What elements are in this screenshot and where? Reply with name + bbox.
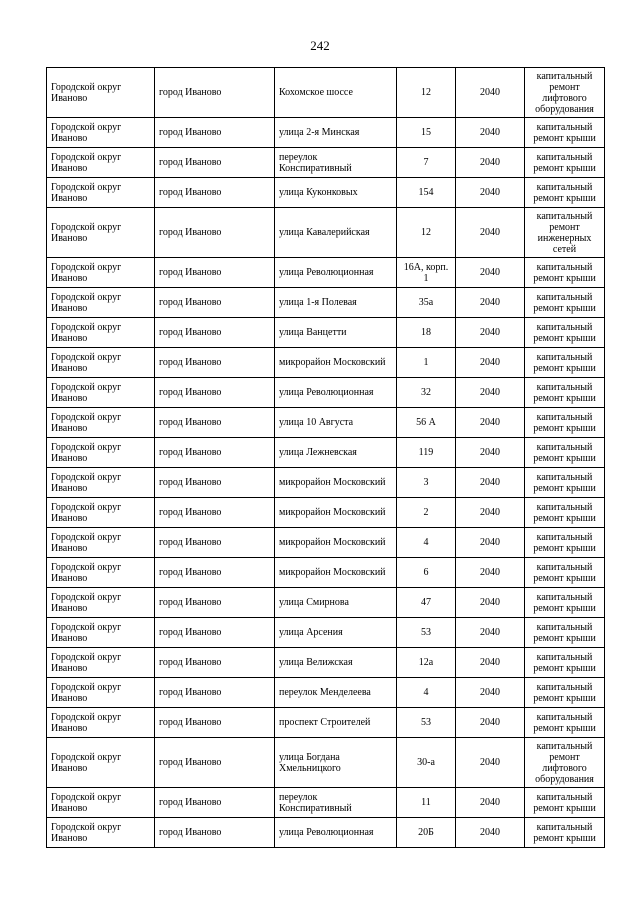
municipality-cell: Городской округ Иваново bbox=[47, 288, 155, 318]
year-cell: 2040 bbox=[456, 378, 525, 408]
municipality-cell: Городской округ Иваново bbox=[47, 378, 155, 408]
settlement-cell: город Иваново bbox=[155, 498, 275, 528]
table-row bbox=[47, 738, 605, 788]
year-cell: 2040 bbox=[456, 788, 525, 818]
house-number-cell: 4 bbox=[397, 678, 456, 708]
house-number-cell: 47 bbox=[397, 588, 456, 618]
table-row bbox=[47, 118, 605, 148]
house-number-cell: 30-а bbox=[397, 738, 456, 788]
municipality-cell: Городской округ Иваново bbox=[47, 708, 155, 738]
house-number-cell: 18 bbox=[397, 318, 456, 348]
work-type-cell: капитальный ремонт крыши bbox=[525, 408, 605, 438]
municipality-cell: Городской округ Иваново bbox=[47, 468, 155, 498]
street-cell: микрорайон Московский bbox=[275, 498, 397, 528]
municipality-cell: Городской округ Иваново bbox=[47, 558, 155, 588]
table-row bbox=[47, 258, 605, 288]
settlement-cell: город Иваново bbox=[155, 148, 275, 178]
table-row bbox=[47, 468, 605, 498]
table-row bbox=[47, 438, 605, 468]
street-cell: улица Арсения bbox=[275, 618, 397, 648]
municipality-cell: Городской округ Иваново bbox=[47, 678, 155, 708]
page-number: 242 bbox=[310, 38, 330, 53]
settlement-cell: город Иваново bbox=[155, 678, 275, 708]
work-type-cell: капитальный ремонт лифтового оборудования bbox=[525, 738, 605, 788]
year-cell: 2040 bbox=[456, 558, 525, 588]
year-cell: 2040 bbox=[456, 68, 525, 118]
year-cell: 2040 bbox=[456, 618, 525, 648]
street-cell: улица 1-я Полевая bbox=[275, 288, 397, 318]
settlement-cell: город Иваново bbox=[155, 558, 275, 588]
table-row bbox=[47, 618, 605, 648]
table-row bbox=[47, 498, 605, 528]
work-type-cell: капитальный ремонт крыши bbox=[525, 348, 605, 378]
work-type-cell: капитальный ремонт крыши bbox=[525, 818, 605, 848]
work-type-cell: капитальный ремонт крыши bbox=[525, 178, 605, 208]
work-type-cell: капитальный ремонт крыши bbox=[525, 498, 605, 528]
street-cell: улица Кавалерийская bbox=[275, 208, 397, 258]
work-type-cell: капитальный ремонт крыши bbox=[525, 618, 605, 648]
street-cell: улица 2-я Минская bbox=[275, 118, 397, 148]
settlement-cell: город Иваново bbox=[155, 588, 275, 618]
street-cell: улица Революционная bbox=[275, 818, 397, 848]
street-cell: микрорайон Московский bbox=[275, 528, 397, 558]
year-cell: 2040 bbox=[456, 408, 525, 438]
house-number-cell: 2 bbox=[397, 498, 456, 528]
settlement-cell: город Иваново bbox=[155, 178, 275, 208]
street-cell: улица Велижская bbox=[275, 648, 397, 678]
work-type-cell: капитальный ремонт крыши bbox=[525, 288, 605, 318]
house-number-cell: 20Б bbox=[397, 818, 456, 848]
municipality-cell: Городской округ Иваново bbox=[47, 438, 155, 468]
work-type-cell: капитальный ремонт инженерных сетей bbox=[525, 208, 605, 258]
house-number-cell: 15 bbox=[397, 118, 456, 148]
street-cell: проспект Строителей bbox=[275, 708, 397, 738]
house-number-cell: 119 bbox=[397, 438, 456, 468]
street-cell: улица Революционная bbox=[275, 378, 397, 408]
work-type-cell: капитальный ремонт крыши bbox=[525, 148, 605, 178]
year-cell: 2040 bbox=[456, 528, 525, 558]
municipality-cell: Городской округ Иваново bbox=[47, 208, 155, 258]
municipality-cell: Городской округ Иваново bbox=[47, 258, 155, 288]
house-number-cell: 1 bbox=[397, 348, 456, 378]
street-cell: микрорайон Московский bbox=[275, 348, 397, 378]
year-cell: 2040 bbox=[456, 498, 525, 528]
year-cell: 2040 bbox=[456, 738, 525, 788]
year-cell: 2040 bbox=[456, 818, 525, 848]
street-cell: улица Революционная bbox=[275, 258, 397, 288]
settlement-cell: город Иваново bbox=[155, 618, 275, 648]
table-row bbox=[47, 288, 605, 318]
street-cell: улица Смирнова bbox=[275, 588, 397, 618]
street-cell: улица Куконковых bbox=[275, 178, 397, 208]
settlement-cell: город Иваново bbox=[155, 258, 275, 288]
settlement-cell: город Иваново bbox=[155, 818, 275, 848]
work-type-cell: капитальный ремонт крыши bbox=[525, 588, 605, 618]
work-type-cell: капитальный ремонт крыши bbox=[525, 558, 605, 588]
settlement-cell: город Иваново bbox=[155, 378, 275, 408]
municipality-cell: Городской округ Иваново bbox=[47, 318, 155, 348]
street-cell: переулок Менделеева bbox=[275, 678, 397, 708]
street-cell: Кохомское шоссе bbox=[275, 68, 397, 118]
table-row bbox=[47, 178, 605, 208]
municipality-cell: Городской округ Иваново bbox=[47, 788, 155, 818]
year-cell: 2040 bbox=[456, 708, 525, 738]
house-number-cell: 32 bbox=[397, 378, 456, 408]
municipality-cell: Городской округ Иваново bbox=[47, 148, 155, 178]
year-cell: 2040 bbox=[456, 648, 525, 678]
table-row bbox=[47, 678, 605, 708]
settlement-cell: город Иваново bbox=[155, 708, 275, 738]
settlement-cell: город Иваново bbox=[155, 68, 275, 118]
municipality-cell: Городской округ Иваново bbox=[47, 348, 155, 378]
work-type-cell: капитальный ремонт крыши bbox=[525, 258, 605, 288]
house-number-cell: 35а bbox=[397, 288, 456, 318]
table-row bbox=[47, 318, 605, 348]
year-cell: 2040 bbox=[456, 588, 525, 618]
municipality-cell: Городской округ Иваново bbox=[47, 648, 155, 678]
house-number-cell: 3 bbox=[397, 468, 456, 498]
settlement-cell: город Иваново bbox=[155, 408, 275, 438]
year-cell: 2040 bbox=[456, 678, 525, 708]
municipality-cell: Городской округ Иваново bbox=[47, 178, 155, 208]
house-number-cell: 6 bbox=[397, 558, 456, 588]
municipality-cell: Городской округ Иваново bbox=[47, 498, 155, 528]
table-row bbox=[47, 68, 605, 118]
table-row bbox=[47, 408, 605, 438]
repair-schedule-table bbox=[46, 67, 605, 848]
table-row bbox=[47, 818, 605, 848]
year-cell: 2040 bbox=[456, 178, 525, 208]
settlement-cell: город Иваново bbox=[155, 118, 275, 148]
work-type-cell: капитальный ремонт лифтового оборудования bbox=[525, 68, 605, 118]
work-type-cell: капитальный ремонт крыши bbox=[525, 648, 605, 678]
year-cell: 2040 bbox=[456, 468, 525, 498]
work-type-cell: капитальный ремонт крыши bbox=[525, 788, 605, 818]
table-row bbox=[47, 208, 605, 258]
settlement-cell: город Иваново bbox=[155, 468, 275, 498]
municipality-cell: Городской округ Иваново bbox=[47, 738, 155, 788]
table-row bbox=[47, 528, 605, 558]
table-row bbox=[47, 558, 605, 588]
settlement-cell: город Иваново bbox=[155, 788, 275, 818]
municipality-cell: Городской округ Иваново bbox=[47, 618, 155, 648]
municipality-cell: Городской округ Иваново bbox=[47, 68, 155, 118]
table-row bbox=[47, 378, 605, 408]
work-type-cell: капитальный ремонт крыши bbox=[525, 468, 605, 498]
municipality-cell: Городской округ Иваново bbox=[47, 818, 155, 848]
table-row bbox=[47, 648, 605, 678]
house-number-cell: 4 bbox=[397, 528, 456, 558]
table-row bbox=[47, 348, 605, 378]
work-type-cell: капитальный ремонт крыши bbox=[525, 318, 605, 348]
house-number-cell: 16А, корп. 1 bbox=[397, 258, 456, 288]
work-type-cell: капитальный ремонт крыши bbox=[525, 528, 605, 558]
house-number-cell: 12 bbox=[397, 68, 456, 118]
settlement-cell: город Иваново bbox=[155, 528, 275, 558]
work-type-cell: капитальный ремонт крыши bbox=[525, 438, 605, 468]
settlement-cell: город Иваново bbox=[155, 648, 275, 678]
year-cell: 2040 bbox=[456, 438, 525, 468]
table-row bbox=[47, 708, 605, 738]
street-cell: улица Богдана Хмельницкого bbox=[275, 738, 397, 788]
house-number-cell: 12а bbox=[397, 648, 456, 678]
street-cell: микрорайон Московский bbox=[275, 558, 397, 588]
municipality-cell: Городской округ Иваново bbox=[47, 408, 155, 438]
settlement-cell: город Иваново bbox=[155, 438, 275, 468]
street-cell: переулок Конспиративный bbox=[275, 148, 397, 178]
table-row bbox=[47, 588, 605, 618]
house-number-cell: 7 bbox=[397, 148, 456, 178]
house-number-cell: 12 bbox=[397, 208, 456, 258]
work-type-cell: капитальный ремонт крыши bbox=[525, 378, 605, 408]
work-type-cell: капитальный ремонт крыши bbox=[525, 118, 605, 148]
settlement-cell: город Иваново bbox=[155, 318, 275, 348]
year-cell: 2040 bbox=[456, 348, 525, 378]
street-cell: микрорайон Московский bbox=[275, 468, 397, 498]
settlement-cell: город Иваново bbox=[155, 208, 275, 258]
table-row bbox=[47, 148, 605, 178]
work-type-cell: капитальный ремонт крыши bbox=[525, 708, 605, 738]
house-number-cell: 11 bbox=[397, 788, 456, 818]
street-cell: переулок Конспиративный bbox=[275, 788, 397, 818]
house-number-cell: 56 А bbox=[397, 408, 456, 438]
settlement-cell: город Иваново bbox=[155, 288, 275, 318]
year-cell: 2040 bbox=[456, 288, 525, 318]
year-cell: 2040 bbox=[456, 118, 525, 148]
work-type-cell: капитальный ремонт крыши bbox=[525, 678, 605, 708]
year-cell: 2040 bbox=[456, 258, 525, 288]
municipality-cell: Городской округ Иваново bbox=[47, 528, 155, 558]
house-number-cell: 53 bbox=[397, 618, 456, 648]
municipality-cell: Городской округ Иваново bbox=[47, 118, 155, 148]
municipality-cell: Городской округ Иваново bbox=[47, 588, 155, 618]
year-cell: 2040 bbox=[456, 148, 525, 178]
table-body bbox=[47, 68, 605, 848]
street-cell: улица 10 Августа bbox=[275, 408, 397, 438]
table-row bbox=[47, 788, 605, 818]
settlement-cell: город Иваново bbox=[155, 738, 275, 788]
year-cell: 2040 bbox=[456, 208, 525, 258]
settlement-cell: город Иваново bbox=[155, 348, 275, 378]
house-number-cell: 154 bbox=[397, 178, 456, 208]
year-cell: 2040 bbox=[456, 318, 525, 348]
house-number-cell: 53 bbox=[397, 708, 456, 738]
street-cell: улица Лежневская bbox=[275, 438, 397, 468]
street-cell: улица Ванцетти bbox=[275, 318, 397, 348]
